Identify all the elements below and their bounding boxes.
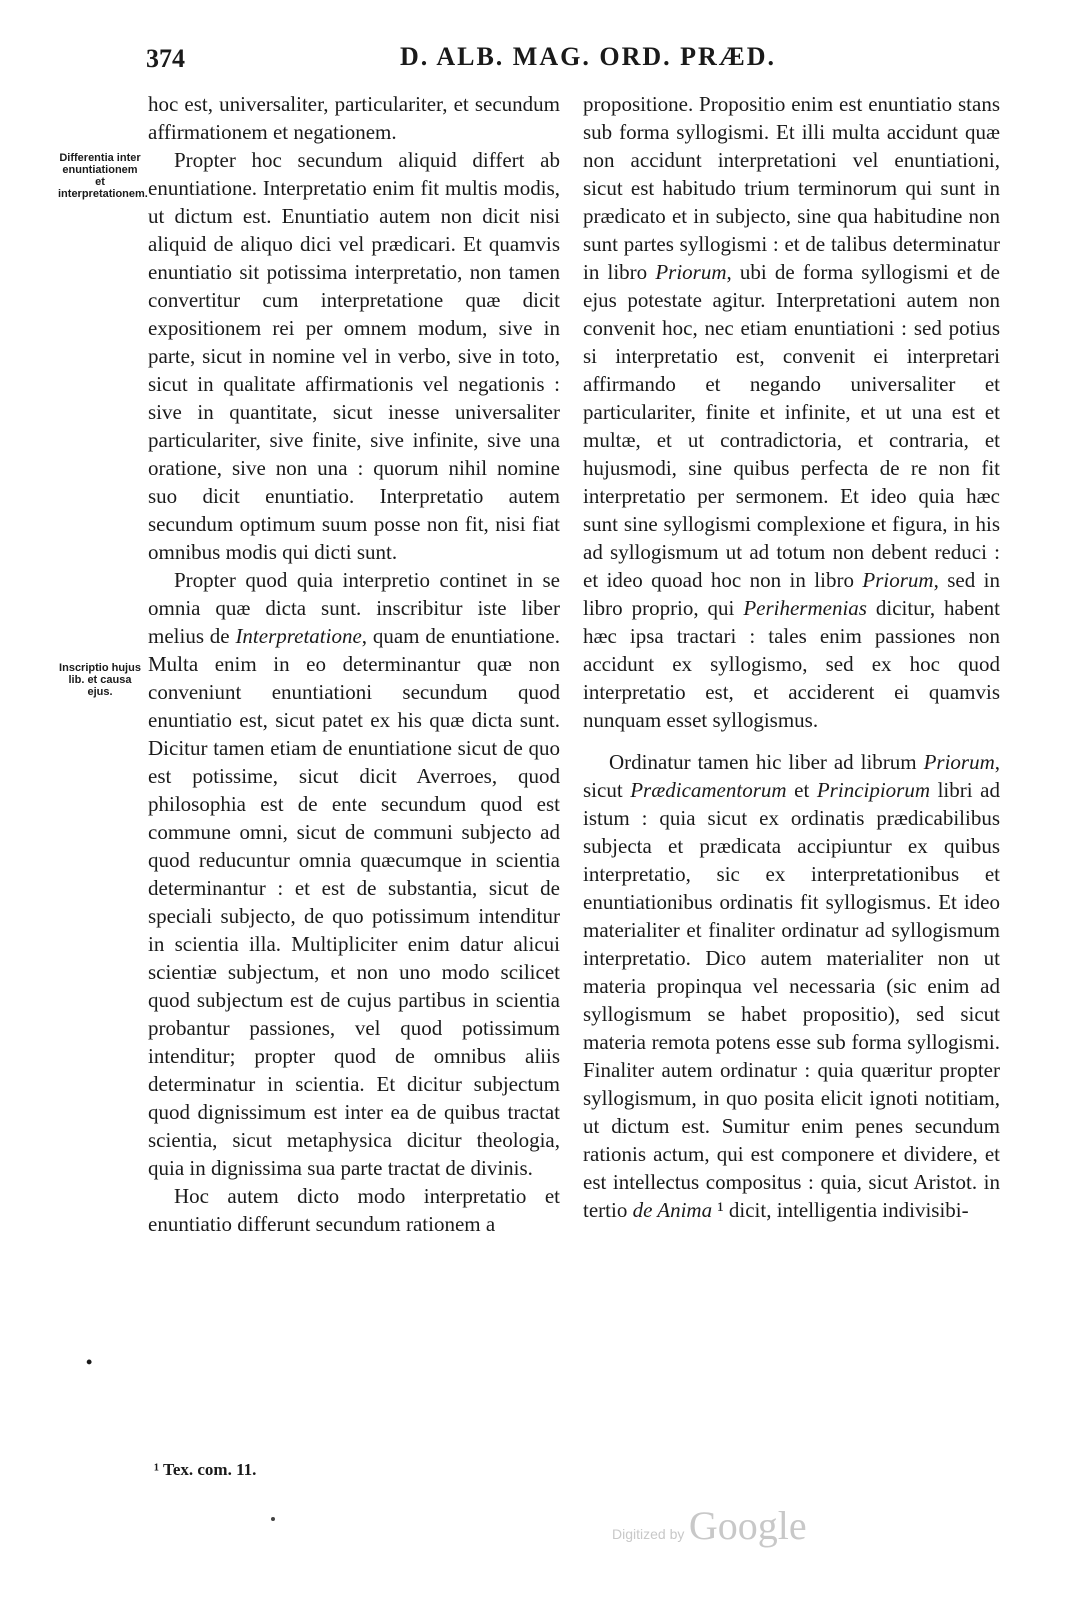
italic-title: Priorum [655, 260, 727, 284]
italic-title: Prædicamentorum [630, 778, 787, 802]
margin-mark: • [86, 1352, 93, 1372]
google-logo: Google [688, 1503, 807, 1548]
ink-dot [271, 1517, 275, 1521]
italic-title: Principiorum [816, 778, 931, 802]
side-note-differentia: Differentia inter enuntiationem et interpretationem. [58, 152, 148, 200]
left-paragraph-1: hoc est, universaliter, particulariter, et secundum affirmationem et negationem. [148, 92, 560, 144]
right-column [583, 90, 1000, 1224]
right-paragraph-1 [583, 90, 1000, 734]
digitized-watermark [612, 1502, 807, 1549]
text-run: ¹ dicit, intelligentia indivisibi- [712, 1198, 969, 1222]
text-run: Propter quod quia interpretio continet in se omnia quæ dicta sunt. inscribitur iste liber melius de [148, 568, 560, 648]
text-run: propositione. Propositio enim est enuntiatio stans sub forma syllogismi. Et illi multa accidunt quæ non accidunt interpretationi vel enuntiationi, sicut est habitudo trium terminorum qui sunt in prædicato et in subjecto, sine qua habitudine non sunt partes syllogismi : et de talibus determinatur in libro [583, 92, 1000, 284]
left-column [148, 90, 560, 1238]
page-number: 374 [146, 44, 185, 73]
italic-title: Priorum [923, 750, 995, 774]
side-note-inscriptio: Inscriptio hujus lib. et causa ejus. [59, 662, 141, 698]
left-paragraph-2: Propter hoc secundum aliquid differt ab enuntiatione. Interpretatio enim fit multis modis, ut dictum est. Enuntiatio autem non dicit nisi aliquid de aliquo dici vel prædicari. Et quamvis enuntiatio sit potissima interpretatio, non tamen convertitur cum interpretatione quæ dicit expositionem rei per omnem modum, sive in parte, sicut in nomine vel in verbo, sive in toto, sicut in qualitate affirmationis vel negationis : sive in quantitate, sicut inesse universaliter particulariter, sive finite, sive infinite, sive una oratione, sive non una : quorum nihil nomine suo dicit enuntiatio. Interpretatio autem secundum optimum suum posse non fit, nisi fiat omnibus modis qui dicti sunt. [148, 148, 560, 564]
running-head: D. ALB. MAG. ORD. PRÆD. [400, 42, 777, 71]
text-run: , ubi de forma syllogismi et de ejus potestate agitur. Interpretationi autem non convenit hoc, nec etiam enuntiationi : sed potius si interpretatio est, convenit ei interpretari affirmando et negando universaliter et particulariter, finite et infinite, et ut una est et multæ, et ut contradictoria, et contraria, et hujusmodi, sine quibus perfecta de re non fit interpretatio per sermonem. Et ideo quia hæc sunt sine syllogismi complexione et figura, in his ad syllogismum ut ad totum non debent reduci : et ideo quoad hoc non in libro [583, 260, 1001, 592]
text-run: libri ad istum : quia sicut ex ordinatis prædicabilibus subjecta et prædicata accipiuntur ex quibus interpretatio, sic ex interpretationibus et enuntiationibus ordinatis fit syllogismus. Et ideo materialiter et finaliter ordinatur ad syllogismum interpretatio. Dico autem materialiter non ut materia propinqua vel necessaria (sic enim ad syllogismum se habet propositio), sed sicut materia remota potens esse sub forma syllogismi. Finaliter autem ordinatur : quia quæritur propter syllogismum, in quo posita elicit ignoti notitiam, ut dictum est. Sumitur enim penes secundum rationis actum, qui est componere et dividere, et est intellectus compositus : quia, sicut Aristot. in tertio [583, 778, 1000, 1222]
watermark-prefix: Digitized by [612, 1526, 685, 1542]
italic-title: Priorum [862, 568, 934, 592]
left-paragraph-4: Hoc autem dicto modo interpretatio et enuntiatio differunt secundum rationem a [148, 1184, 560, 1236]
text-run: , sicut [583, 750, 1000, 802]
italic-title: de Anima [632, 1198, 713, 1222]
text-run: , quam de enuntiatione. Multa enim in eo determinantur quæ non conveniunt enuntiationi secundum quod enuntiatio est, sicut patet ex his quæ dicta sunt. Dicitur tamen etiam de enuntiatione sicut de quo est potissime, sicut dicit Averroes, quod philosophia est de ente secundum quod est commune omni, sicut de communi subjecto ad quod reducuntur omnia quæcumque in scientia determinantur : et est de substantia, sicut de speciali subjecto, de quo potissimum intenditur in scientia illa. Multipliciter enim datur alicui scientiæ subjectum, et non uno modo scilicet quod subjectum est de cujus partibus in scientia probantur passiones, vel quod potissimum intenditur; propter quod de omnibus aliis determinatur in scientia. Et dicitur subjectum quod dignissimum est inter ea de quibus tractat scientia, sicut metaphysica dicitur theologia, quia in dignissima sua parte tractat de divinis. [148, 624, 560, 1180]
text-run: Ordinatur tamen hic liber ad librum [609, 750, 924, 774]
text-run: dicitur, habent hæc ipsa tractari : tales enim passiones non accidunt ex syllogismo, sed ex hoc quod interpretatio est, et acciderent ei quamvis nunquam esset syllogismus. [583, 596, 1000, 732]
italic-title: Interpretatione [235, 624, 362, 648]
text-run: et [786, 778, 817, 802]
text-run: , sed in libro proprio, qui [583, 568, 1000, 620]
footnote: ¹ Tex. com. 11. [154, 1460, 257, 1479]
right-paragraph-2 [583, 748, 1000, 1224]
left-paragraph-3 [148, 566, 560, 1182]
italic-title: Perihermenias [743, 596, 867, 620]
